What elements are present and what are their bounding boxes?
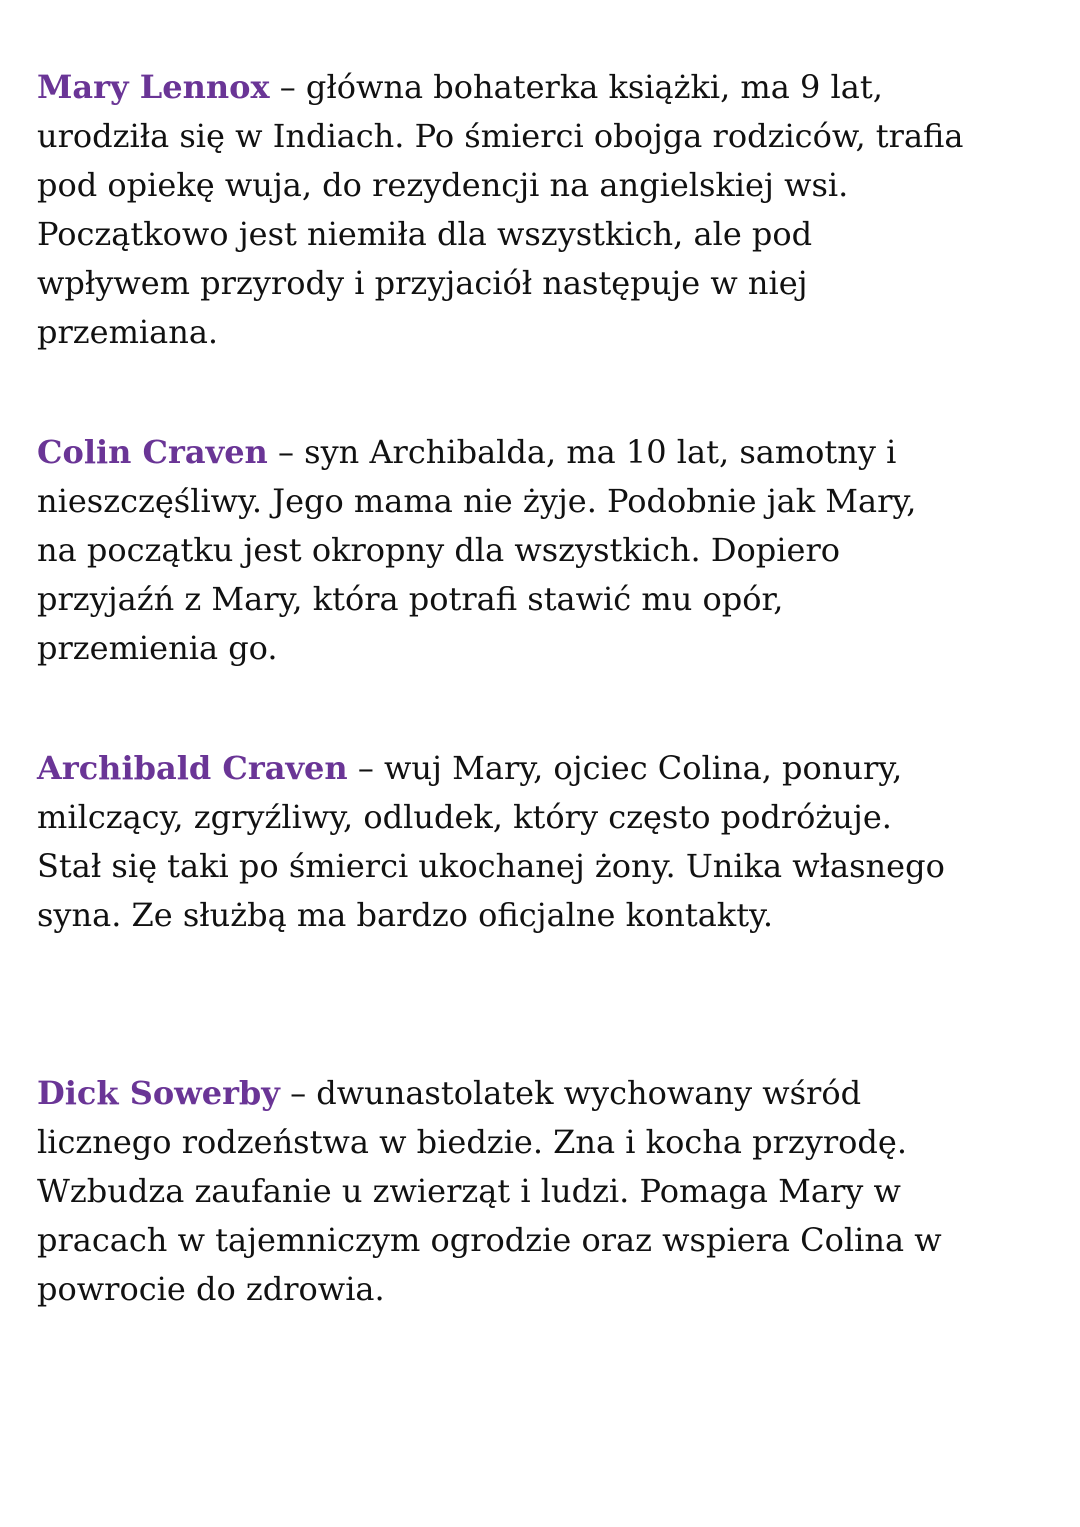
description-line: syna. Ze służbą ma bardzo oficjalne kontakty.	[37, 896, 774, 934]
character-name: Dick Sowerby	[37, 1074, 280, 1112]
character-name: Archibald Craven	[37, 749, 348, 787]
description-line: milczący, zgryźliwy, odludek, który często podróżuje.	[37, 798, 892, 836]
description-line: przemiana.	[37, 313, 219, 351]
description-line: powrocie do zdrowia.	[37, 1270, 385, 1308]
description-line: przyjaźń z Mary, która potrafi stawić mu opór,	[37, 580, 784, 618]
description-line: Stał się taki po śmierci ukochanej żony. Unika własnego	[37, 847, 945, 885]
description-line: pod opiekę wuja, do rezydencji na angielskiej wsi.	[37, 166, 849, 204]
character-name: Colin Craven	[37, 433, 268, 471]
description-line: pracach w tajemniczym ogrodzie oraz wspiera Colina w	[37, 1221, 942, 1259]
description-line: na początku jest okropny dla wszystkich. Dopiero	[37, 531, 841, 569]
character-entry-mary-lennox	[37, 63, 1052, 357]
character-entry-dick-sowerby	[37, 1069, 1052, 1314]
description-line: Początkowo jest niemiła dla wszystkich, ale pod	[37, 215, 813, 253]
description-line: wpływem przyrody i przyjaciół następuje w niej	[37, 264, 808, 302]
character-name: Mary Lennox	[37, 68, 270, 106]
description-line: – syn Archibalda, ma 10 lat, samotny i	[267, 433, 897, 471]
description-line: nieszczęśliwy. Jego mama nie żyje. Podobnie jak Mary,	[37, 482, 917, 520]
character-entry-archibald-craven	[37, 744, 1052, 940]
description-line: urodziła się w Indiach. Po śmierci obojga rodziców, trafia	[37, 117, 964, 155]
description-line: Wzbudza zaufanie u zwierząt i ludzi. Pomaga Mary w	[37, 1172, 901, 1210]
description-line: – wuj Mary, ojciec Colina, ponury,	[347, 749, 903, 787]
description-line: – dwunastolatek wychowany wśród	[279, 1074, 862, 1112]
description-line: licznego rodzeństwa w biedzie. Zna i kocha przyrodę.	[37, 1123, 907, 1161]
character-entry-colin-craven	[37, 428, 1052, 673]
description-line: przemienia go.	[37, 629, 278, 667]
description-line: – główna bohaterka książki, ma 9 lat,	[269, 68, 883, 106]
